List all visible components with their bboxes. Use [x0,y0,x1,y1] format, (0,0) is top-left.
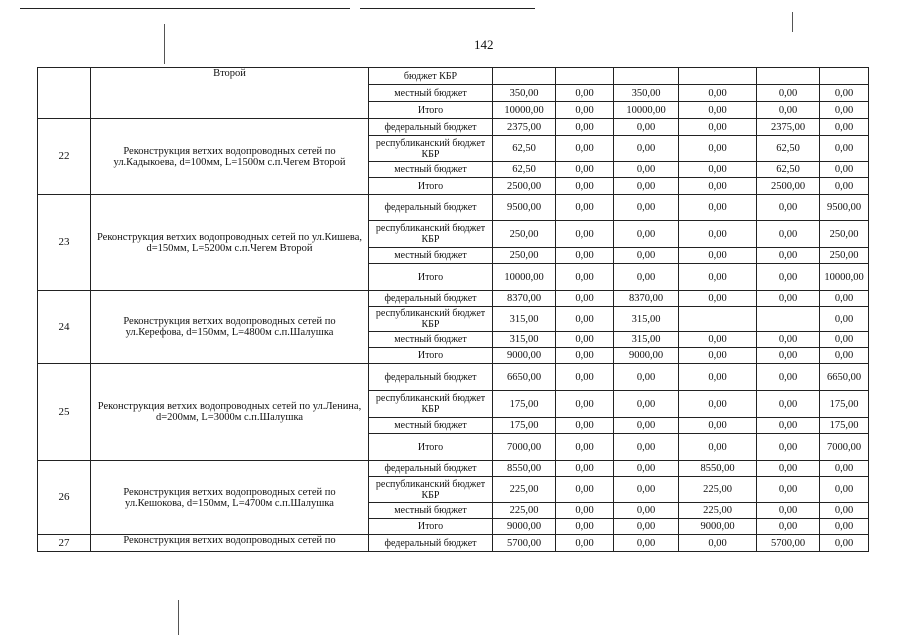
amount-cell: 0,00 [820,85,869,102]
amount-cell: 0,00 [757,461,820,477]
row-number-cell: 26 [38,461,91,535]
object-description-cell: Реконструкция ветхих водопроводных сетей по ул.Кишева, d=150мм, L=5200м с.п.Чегем Второй [91,195,369,291]
amount-cell: 0,00 [679,136,757,162]
amount-cell: 0,00 [679,178,757,195]
amount-cell: 0,00 [757,418,820,434]
amount-cell: 0,00 [614,391,679,418]
funding-source-cell: республиканский бюджет КБР [369,136,493,162]
amount-cell: 0,00 [556,418,614,434]
row-number-cell: 22 [38,119,91,195]
amount-cell: 9000,00 [493,519,556,535]
amount-cell: 315,00 [614,307,679,332]
amount-cell [556,68,614,85]
scan-artifact-line [792,12,793,32]
amount-cell: 0,00 [556,391,614,418]
table-row [38,291,869,307]
amount-cell: 0,00 [820,332,869,348]
table-row [38,364,869,391]
amount-cell: 8550,00 [679,461,757,477]
funding-source-cell: Итого [369,348,493,364]
amount-cell: 0,00 [556,535,614,552]
amount-cell: 0,00 [556,248,614,264]
amount-cell: 0,00 [614,519,679,535]
funding-source-cell: Итого [369,434,493,461]
amount-cell: 0,00 [757,519,820,535]
row-number-cell: 23 [38,195,91,291]
amount-cell: 0,00 [820,535,869,552]
amount-cell: 0,00 [757,221,820,248]
amount-cell: 0,00 [679,535,757,552]
object-description-cell: Реконструкция ветхих водопроводных сетей по ул.Керефова, d=150мм, L=4800м с.п.Шалушка [91,291,369,364]
amount-cell: 0,00 [757,332,820,348]
funding-source-cell: местный бюджет [369,162,493,178]
funding-source-cell: федеральный бюджет [369,291,493,307]
funding-source-cell: бюджет КБР [369,68,493,85]
amount-cell: 0,00 [556,364,614,391]
amount-cell: 225,00 [679,477,757,503]
object-description-cell: Реконструкция ветхих водопроводных сетей по [91,535,369,552]
amount-cell: 0,00 [614,264,679,291]
amount-cell: 9000,00 [679,519,757,535]
amount-cell: 0,00 [556,503,614,519]
amount-cell: 62,50 [493,162,556,178]
amount-cell: 62,50 [757,136,820,162]
amount-cell: 0,00 [757,391,820,418]
amount-cell: 0,00 [820,162,869,178]
amount-cell: 0,00 [820,461,869,477]
row-number-cell: 27 [38,535,91,552]
amount-cell: 0,00 [614,364,679,391]
amount-cell: 0,00 [757,364,820,391]
funding-source-cell: федеральный бюджет [369,195,493,221]
amount-cell: 0,00 [820,119,869,136]
amount-cell: 0,00 [757,195,820,221]
amount-cell: 10000,00 [614,102,679,119]
amount-cell: 0,00 [679,85,757,102]
amount-cell: 62,50 [493,136,556,162]
amount-cell [820,68,869,85]
amount-cell: 0,00 [556,332,614,348]
amount-cell: 9000,00 [493,348,556,364]
amount-cell: 0,00 [757,248,820,264]
amount-cell: 250,00 [493,248,556,264]
amount-cell: 0,00 [556,291,614,307]
amount-cell: 0,00 [820,291,869,307]
amount-cell: 10000,00 [493,102,556,119]
amount-cell: 0,00 [757,348,820,364]
amount-cell: 0,00 [556,264,614,291]
amount-cell: 6650,00 [820,364,869,391]
amount-cell: 0,00 [556,434,614,461]
amount-cell: 0,00 [820,307,869,332]
amount-cell: 0,00 [679,264,757,291]
amount-cell: 225,00 [493,477,556,503]
object-description-cell: Второй [91,68,369,119]
object-description-cell: Реконструкция ветхих водопроводных сетей по ул.Кешокова, d=150мм, L=4700м с.п.Шалушка [91,461,369,535]
funding-source-cell: Итого [369,264,493,291]
amount-cell: 0,00 [679,391,757,418]
funding-source-cell: местный бюджет [369,85,493,102]
amount-cell: 0,00 [556,461,614,477]
amount-cell: 0,00 [556,119,614,136]
amount-cell [757,68,820,85]
amount-cell: 0,00 [820,178,869,195]
funding-source-cell: республиканский бюджет КБР [369,221,493,248]
amount-cell: 250,00 [820,221,869,248]
amount-cell: 175,00 [493,391,556,418]
amount-cell: 0,00 [820,477,869,503]
amount-cell: 10000,00 [820,264,869,291]
amount-cell: 0,00 [757,291,820,307]
amount-cell: 0,00 [614,178,679,195]
amount-cell: 0,00 [820,136,869,162]
amount-cell: 0,00 [679,119,757,136]
amount-cell: 0,00 [556,307,614,332]
funding-source-cell: республиканский бюджет КБР [369,307,493,332]
amount-cell: 225,00 [493,503,556,519]
amount-cell: 0,00 [556,136,614,162]
amount-cell: 250,00 [820,248,869,264]
amount-cell: 175,00 [493,418,556,434]
amount-cell: 0,00 [679,332,757,348]
funding-source-cell: местный бюджет [369,248,493,264]
object-description-cell: Реконструкция ветхих водопроводных сетей по ул.Ленина, d=200мм, L=3000м с.п.Шалушка [91,364,369,461]
scan-artifact-line [178,600,179,635]
amount-cell: 0,00 [614,248,679,264]
funding-source-cell: Итого [369,178,493,195]
amount-cell: 315,00 [614,332,679,348]
amount-cell [614,68,679,85]
amount-cell: 0,00 [614,461,679,477]
amount-cell [757,307,820,332]
amount-cell: 0,00 [820,519,869,535]
amount-cell: 0,00 [820,503,869,519]
amount-cell: 0,00 [679,364,757,391]
funding-source-cell: федеральный бюджет [369,119,493,136]
amount-cell: 0,00 [614,195,679,221]
amount-cell: 8370,00 [614,291,679,307]
amount-cell: 0,00 [679,195,757,221]
amount-cell: 0,00 [614,477,679,503]
amount-cell [493,68,556,85]
amount-cell: 0,00 [614,221,679,248]
funding-source-cell: местный бюджет [369,418,493,434]
top-rule-right [360,8,535,9]
amount-cell: 0,00 [556,348,614,364]
amount-cell: 175,00 [820,418,869,434]
amount-cell: 0,00 [679,102,757,119]
table-row [38,119,869,136]
amount-cell: 175,00 [820,391,869,418]
amount-cell: 5700,00 [757,535,820,552]
amount-cell: 5700,00 [493,535,556,552]
funding-source-cell: Итого [369,102,493,119]
amount-cell: 9500,00 [820,195,869,221]
row-number-cell [38,68,91,119]
amount-cell: 9500,00 [493,195,556,221]
amount-cell: 0,00 [614,136,679,162]
amount-cell: 7000,00 [820,434,869,461]
funding-source-cell: Итого [369,519,493,535]
amount-cell: 0,00 [757,477,820,503]
amount-cell: 2375,00 [493,119,556,136]
amount-cell: 0,00 [757,503,820,519]
amount-cell [679,68,757,85]
amount-cell: 0,00 [757,434,820,461]
amount-cell: 2500,00 [493,178,556,195]
amount-cell: 0,00 [556,178,614,195]
amount-cell: 315,00 [493,332,556,348]
amount-cell: 0,00 [556,162,614,178]
amount-cell: 350,00 [614,85,679,102]
amount-cell: 9000,00 [614,348,679,364]
amount-cell: 0,00 [556,85,614,102]
funding-source-cell: местный бюджет [369,503,493,519]
amount-cell: 0,00 [757,264,820,291]
amount-cell: 0,00 [679,348,757,364]
amount-cell: 6650,00 [493,364,556,391]
amount-cell: 0,00 [679,162,757,178]
amount-cell: 0,00 [679,434,757,461]
funding-source-cell: федеральный бюджет [369,461,493,477]
funding-source-cell: федеральный бюджет [369,535,493,552]
amount-cell: 0,00 [679,291,757,307]
amount-cell: 0,00 [614,418,679,434]
amount-cell: 7000,00 [493,434,556,461]
amount-cell: 8550,00 [493,461,556,477]
row-number-cell: 24 [38,291,91,364]
amount-cell: 0,00 [614,119,679,136]
amount-cell: 315,00 [493,307,556,332]
amount-cell: 0,00 [614,434,679,461]
amount-cell: 2375,00 [757,119,820,136]
table-row [38,535,869,552]
page-number: 142 [474,37,494,52]
amount-cell: 10000,00 [493,264,556,291]
amount-cell: 0,00 [820,102,869,119]
amount-cell: 0,00 [679,248,757,264]
funding-source-cell: местный бюджет [369,332,493,348]
funding-source-cell: республиканский бюджет КБР [369,391,493,418]
amount-cell: 0,00 [614,503,679,519]
amount-cell: 0,00 [757,102,820,119]
table-row [38,195,869,221]
amount-cell: 0,00 [757,85,820,102]
amount-cell: 0,00 [556,519,614,535]
amount-cell: 0,00 [556,477,614,503]
amount-cell: 0,00 [556,102,614,119]
amount-cell: 350,00 [493,85,556,102]
amount-cell: 62,50 [757,162,820,178]
funding-source-cell: республиканский бюджет КБР [369,477,493,503]
table-body [38,68,869,552]
amount-cell: 0,00 [614,535,679,552]
amount-cell: 0,00 [679,418,757,434]
table-row [38,461,869,477]
object-description-cell: Реконструкция ветхих водопроводных сетей по ул.Кадыкоева, d=100мм, L=1500м с.п.Чегем Второй [91,119,369,195]
amount-cell: 225,00 [679,503,757,519]
top-rule-left [20,8,350,9]
scan-artifact-line [164,24,165,64]
amount-cell: 0,00 [679,221,757,248]
amount-cell: 0,00 [556,221,614,248]
amount-cell: 250,00 [493,221,556,248]
amount-cell: 0,00 [556,195,614,221]
amount-cell: 2500,00 [757,178,820,195]
amount-cell: 0,00 [820,348,869,364]
amount-cell: 0,00 [614,162,679,178]
amount-cell: 8370,00 [493,291,556,307]
table-row [38,68,869,85]
funding-source-cell: федеральный бюджет [369,364,493,391]
row-number-cell: 25 [38,364,91,461]
budget-table [37,67,869,552]
amount-cell [679,307,757,332]
